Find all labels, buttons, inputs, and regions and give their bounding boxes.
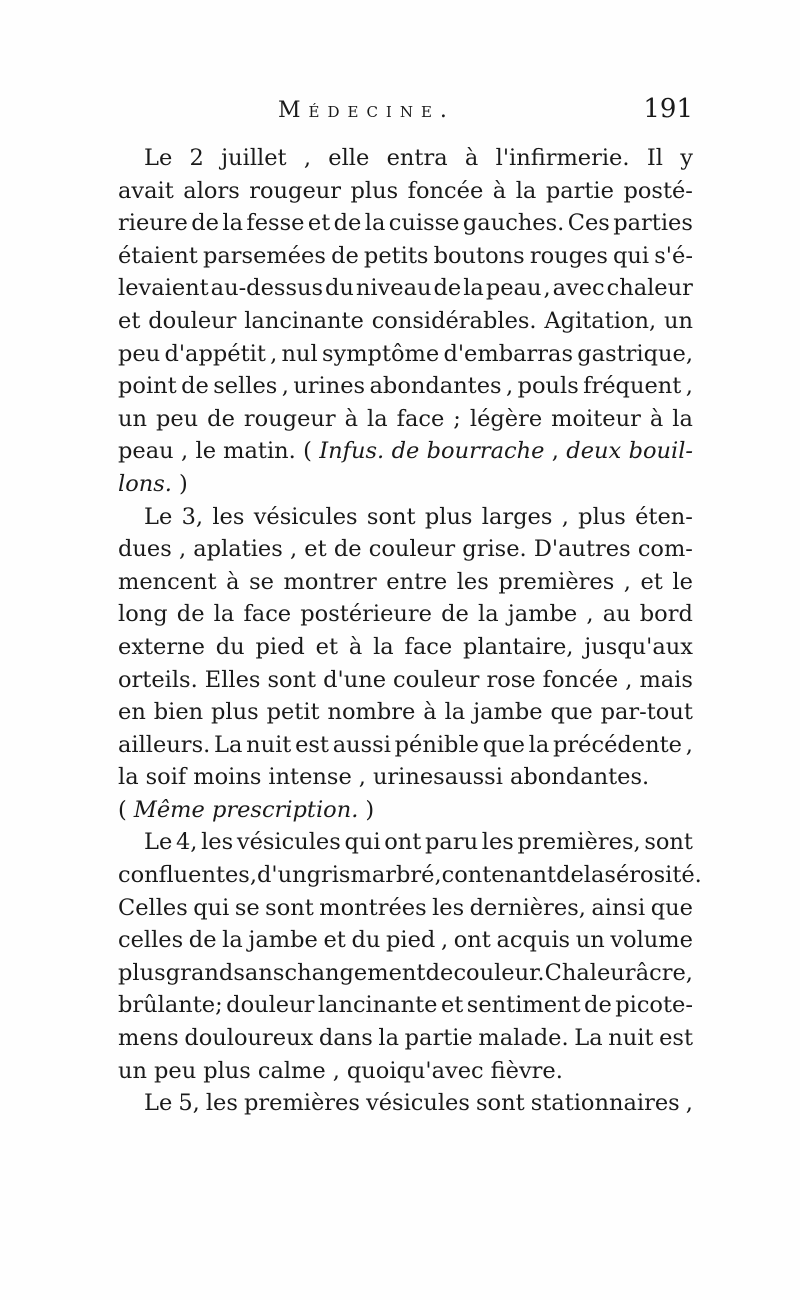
word: celles xyxy=(118,927,184,954)
word: un xyxy=(663,307,693,334)
word: foncée xyxy=(407,177,484,204)
word: la xyxy=(373,633,394,660)
word: à xyxy=(348,633,363,660)
word: peu xyxy=(155,405,199,432)
word: au-dessus xyxy=(210,275,324,302)
word: les xyxy=(205,1090,238,1117)
word: peau xyxy=(485,275,542,302)
word: sérosité. xyxy=(604,862,702,889)
word: , xyxy=(281,373,289,400)
text-line xyxy=(118,1087,693,1120)
word: pouls xyxy=(517,373,579,400)
word: mais xyxy=(639,666,693,693)
word: nombre xyxy=(327,699,416,726)
word: partie xyxy=(545,177,614,204)
text-line xyxy=(118,533,693,566)
word: Infus. xyxy=(319,438,385,465)
word: qui xyxy=(193,894,230,921)
word: et xyxy=(118,307,141,334)
word: ont xyxy=(384,829,422,856)
word: Même prescription. xyxy=(133,796,359,823)
word: nuit xyxy=(608,1025,654,1052)
word: moiteur xyxy=(551,405,641,432)
word: sont xyxy=(267,666,317,693)
text-line xyxy=(118,794,693,827)
word: lons. xyxy=(118,470,172,497)
word: , xyxy=(180,438,189,465)
word: parsemées xyxy=(202,242,326,269)
word: premières, xyxy=(517,829,641,856)
word: la xyxy=(515,177,537,204)
running-title: Médecine. xyxy=(278,98,455,123)
word: de xyxy=(584,992,612,1019)
word: et xyxy=(323,927,346,954)
word: vésicules xyxy=(366,1090,470,1117)
text-line xyxy=(118,566,693,599)
word: , xyxy=(561,503,569,530)
word: considérables. xyxy=(371,307,537,334)
word: entra xyxy=(386,145,448,171)
word: la xyxy=(364,210,386,237)
word: , xyxy=(440,927,449,954)
word: changement xyxy=(284,959,426,986)
text-line xyxy=(118,859,702,892)
word: la xyxy=(583,862,605,889)
word: orteils. xyxy=(118,666,198,693)
word: un xyxy=(575,927,605,954)
word: que xyxy=(650,894,693,921)
word: externe xyxy=(118,633,205,660)
word: rougeur xyxy=(249,177,342,204)
word: à xyxy=(423,699,437,726)
page-number: 191 xyxy=(643,94,693,124)
text-line xyxy=(118,175,693,208)
word: la xyxy=(213,601,235,628)
word: la xyxy=(222,210,243,237)
word: jambe xyxy=(473,699,543,726)
word: lancinante xyxy=(244,307,364,334)
word: , xyxy=(303,145,312,171)
word: ( xyxy=(118,796,127,823)
word: bouil- xyxy=(628,438,693,465)
word: sont xyxy=(265,894,314,921)
word: les xyxy=(201,829,234,856)
word: en xyxy=(118,699,146,726)
word: fesse xyxy=(246,210,305,237)
word: D'autres xyxy=(533,536,631,563)
word: com- xyxy=(637,536,693,563)
word: abondantes xyxy=(369,373,502,400)
word: ) xyxy=(178,470,188,497)
word: que xyxy=(482,731,525,758)
word: de xyxy=(433,275,462,302)
word: les xyxy=(456,568,489,595)
word: plus xyxy=(350,177,399,204)
word: la xyxy=(463,275,484,302)
word: urines xyxy=(293,373,366,400)
word: long xyxy=(118,601,168,628)
word: stationnaires xyxy=(530,1090,680,1117)
word: soif xyxy=(145,764,187,791)
word: douleur xyxy=(226,992,315,1019)
word: de xyxy=(176,601,205,628)
word: elle xyxy=(328,145,370,171)
word: 2 xyxy=(189,145,204,171)
word: plus xyxy=(203,1057,251,1084)
word: partie xyxy=(404,1025,473,1052)
word: sont xyxy=(644,829,693,856)
word: étaient xyxy=(118,242,198,269)
word: la xyxy=(672,405,693,432)
word: les xyxy=(481,829,514,856)
word: Chaleur xyxy=(544,959,636,986)
word: boutons xyxy=(433,242,525,269)
word: la xyxy=(222,927,243,954)
word: d'embarras xyxy=(443,340,573,367)
word: du xyxy=(215,633,245,660)
word: y xyxy=(680,145,693,171)
word: jambe xyxy=(248,927,318,954)
word: de xyxy=(188,927,217,954)
word: de xyxy=(556,862,584,889)
word: , xyxy=(685,373,693,400)
word: petits xyxy=(363,242,429,269)
word: volume xyxy=(610,927,693,954)
word: à xyxy=(464,145,479,171)
word: , xyxy=(685,731,693,758)
word: face xyxy=(396,405,445,432)
word: à xyxy=(492,177,507,204)
word: de xyxy=(331,242,359,269)
word: Le xyxy=(144,829,173,856)
word: est xyxy=(659,1025,693,1052)
word: niveau xyxy=(355,275,432,302)
word: quoiqu'avec xyxy=(346,1057,484,1084)
word: calme xyxy=(257,1057,326,1084)
word: selles xyxy=(213,373,278,400)
word: juillet xyxy=(221,145,287,171)
word: , xyxy=(358,764,366,791)
word: 5, xyxy=(178,1090,200,1117)
word: sentiment xyxy=(466,992,581,1019)
word: grise. xyxy=(462,536,527,563)
word: dernières, xyxy=(469,894,586,921)
text-line xyxy=(118,696,693,729)
word: posté- xyxy=(623,177,693,204)
text-line xyxy=(118,240,693,273)
word: , xyxy=(623,568,631,595)
word: bourrache xyxy=(426,438,545,465)
word: picote- xyxy=(615,992,693,1019)
word: douloureux xyxy=(184,1025,314,1052)
text-line xyxy=(118,957,693,990)
text-line xyxy=(118,142,693,175)
word: et xyxy=(640,568,663,595)
word: couleur. xyxy=(453,959,545,986)
word: montrer xyxy=(283,568,377,595)
text-line xyxy=(118,272,693,305)
word: , xyxy=(332,1057,340,1084)
word: d'appétit xyxy=(164,340,266,367)
word: cuisse xyxy=(388,210,460,237)
word: parties xyxy=(613,210,693,237)
word: un xyxy=(118,405,147,432)
word: malade. xyxy=(478,1025,569,1052)
word: par-tout xyxy=(600,699,693,726)
word: 3, xyxy=(181,503,204,530)
word: Le xyxy=(144,503,173,530)
word: , xyxy=(506,373,514,400)
text-line xyxy=(118,924,693,957)
word: la xyxy=(378,1025,399,1052)
word: peau xyxy=(118,438,174,465)
word: plus xyxy=(118,959,166,986)
word: ont xyxy=(453,927,491,954)
word: ( xyxy=(303,438,312,465)
word: l'infirmerie. xyxy=(495,145,630,171)
text-line xyxy=(118,403,693,436)
word: jambe xyxy=(507,601,578,628)
word: intense xyxy=(268,764,352,791)
text-line xyxy=(118,468,693,501)
word: face xyxy=(404,633,453,660)
word: de xyxy=(425,959,454,986)
word: acquis xyxy=(496,927,571,954)
word: contenant xyxy=(441,862,557,889)
body-text xyxy=(118,142,702,1120)
word: gauches. xyxy=(462,210,565,237)
word: sont xyxy=(366,503,416,530)
text-line xyxy=(118,598,693,631)
word: de xyxy=(441,601,469,628)
word: et xyxy=(440,992,464,1019)
word: plus xyxy=(424,503,473,530)
word: montrées xyxy=(319,894,427,921)
word: peu xyxy=(153,1057,197,1084)
word: rougeur xyxy=(243,405,336,432)
word: , xyxy=(543,275,551,302)
word: dans xyxy=(318,1025,373,1052)
text-line xyxy=(118,631,693,664)
word: , xyxy=(551,438,559,465)
word: vésicules xyxy=(253,503,358,530)
word: , xyxy=(289,536,298,563)
word: , xyxy=(178,536,187,563)
word: vésicules xyxy=(236,829,341,856)
text-line xyxy=(118,826,693,859)
word: couleur xyxy=(393,666,480,693)
word: , xyxy=(586,601,594,628)
word: ; xyxy=(453,405,461,432)
word: Le xyxy=(144,1090,173,1117)
word: marbré, xyxy=(350,862,442,889)
word: bord xyxy=(639,601,693,628)
word: chaleur xyxy=(606,275,693,302)
word: face xyxy=(243,601,292,628)
word: douleur xyxy=(148,307,237,334)
word: aussi xyxy=(332,731,391,758)
word: fréquent xyxy=(583,373,682,400)
word: qui xyxy=(344,829,381,856)
text-line xyxy=(118,305,693,338)
word: jusqu'aux xyxy=(584,633,693,660)
word: d'une xyxy=(323,666,387,693)
word: ) xyxy=(365,796,375,823)
word: à xyxy=(649,405,664,432)
word: un xyxy=(118,1057,147,1084)
word: légère xyxy=(469,405,543,432)
word: pied xyxy=(385,927,436,954)
text-line xyxy=(118,989,693,1022)
word: confluentes, xyxy=(118,862,257,889)
word: mencent xyxy=(118,568,217,595)
word: Agitation, xyxy=(544,307,657,334)
word: la xyxy=(444,699,466,726)
word: lancinante xyxy=(317,992,438,1019)
word: 4, xyxy=(175,829,198,856)
word: alors xyxy=(183,177,240,204)
word: levaient xyxy=(118,275,209,302)
word: brûlante; xyxy=(118,992,223,1019)
word: gris xyxy=(306,862,351,889)
word: éten- xyxy=(635,503,693,530)
word: de xyxy=(333,210,362,237)
word: et xyxy=(307,210,331,237)
word: peu xyxy=(118,340,161,367)
word: premières xyxy=(498,568,615,595)
text-line xyxy=(118,664,693,697)
word: pied xyxy=(255,633,305,660)
word: qui xyxy=(613,242,650,269)
word: premières xyxy=(243,1090,360,1117)
text-line xyxy=(118,338,693,371)
word: grand xyxy=(165,959,234,986)
word: couleur xyxy=(368,536,456,563)
word: au xyxy=(602,601,631,628)
word: nuit xyxy=(246,731,292,758)
word: fièvre. xyxy=(490,1057,563,1084)
word: larges xyxy=(481,503,553,530)
word: avec xyxy=(552,275,605,302)
word: de xyxy=(391,438,420,465)
word: , xyxy=(625,666,633,693)
word: de xyxy=(181,373,209,400)
word: que xyxy=(550,699,593,726)
word: Elles xyxy=(204,666,261,693)
running-head xyxy=(118,94,693,130)
word: postérieure xyxy=(300,601,432,628)
text-line xyxy=(118,761,693,794)
word: plus xyxy=(578,503,626,530)
word: bien xyxy=(153,699,204,726)
word: La xyxy=(214,731,243,758)
word: , xyxy=(270,340,278,367)
word: du xyxy=(325,275,354,302)
word: se xyxy=(249,568,274,595)
word: la xyxy=(478,601,499,628)
text-line xyxy=(118,501,693,534)
word: Il xyxy=(646,145,663,171)
word: nul xyxy=(281,340,318,367)
word: sans xyxy=(233,959,285,986)
word: les xyxy=(432,894,465,921)
word: de xyxy=(191,210,219,237)
word: symptôme xyxy=(321,340,440,367)
word: dues xyxy=(118,536,172,563)
word: Celles xyxy=(118,894,188,921)
word: foncée xyxy=(542,666,619,693)
word: petit xyxy=(266,699,320,726)
word: entre xyxy=(386,568,448,595)
word: s'é- xyxy=(654,242,693,269)
word: rieure xyxy=(118,210,188,237)
text-line xyxy=(118,1055,693,1088)
word: le xyxy=(672,568,693,595)
text-line xyxy=(118,370,693,403)
word: est xyxy=(295,731,329,758)
text-line xyxy=(118,1022,693,1055)
word: du xyxy=(351,927,381,954)
word: paru xyxy=(425,829,479,856)
word: mens xyxy=(118,1025,179,1052)
word: rouges xyxy=(529,242,608,269)
word: le matin. xyxy=(195,438,296,465)
word: Ces xyxy=(567,210,610,237)
word: à xyxy=(226,568,240,595)
word: la xyxy=(118,764,139,791)
word: gastrique, xyxy=(577,340,693,367)
word: urinesaussi xyxy=(372,764,503,791)
word: de xyxy=(207,405,235,432)
text-line xyxy=(118,435,693,468)
word: moins xyxy=(193,764,262,791)
word: la xyxy=(367,405,388,432)
word: aplaties xyxy=(193,536,283,563)
word: d'un xyxy=(257,862,307,889)
word: se xyxy=(234,894,260,921)
word: ailleurs. xyxy=(118,731,211,758)
word: précédente xyxy=(553,731,682,758)
word: deux xyxy=(566,438,622,465)
word: , xyxy=(685,1090,693,1117)
word: La xyxy=(574,1025,603,1052)
word: et xyxy=(304,536,327,563)
word: point xyxy=(118,373,177,400)
word: ainsi xyxy=(591,894,646,921)
word: et xyxy=(315,633,339,660)
word: Le xyxy=(144,145,173,171)
word: plus xyxy=(211,699,259,726)
word: abondantes. xyxy=(509,764,650,791)
word: la xyxy=(528,731,550,758)
word: les xyxy=(212,503,245,530)
text-line xyxy=(118,892,693,925)
word: âcre, xyxy=(635,959,693,986)
word: plantaire, xyxy=(463,633,574,660)
word: rose xyxy=(486,666,536,693)
word: sont xyxy=(475,1090,525,1117)
word: à xyxy=(344,405,359,432)
text-line xyxy=(118,729,693,762)
word: avait xyxy=(118,177,174,204)
word: pénible xyxy=(394,731,479,758)
text-line xyxy=(118,207,693,240)
word: de xyxy=(333,536,362,563)
